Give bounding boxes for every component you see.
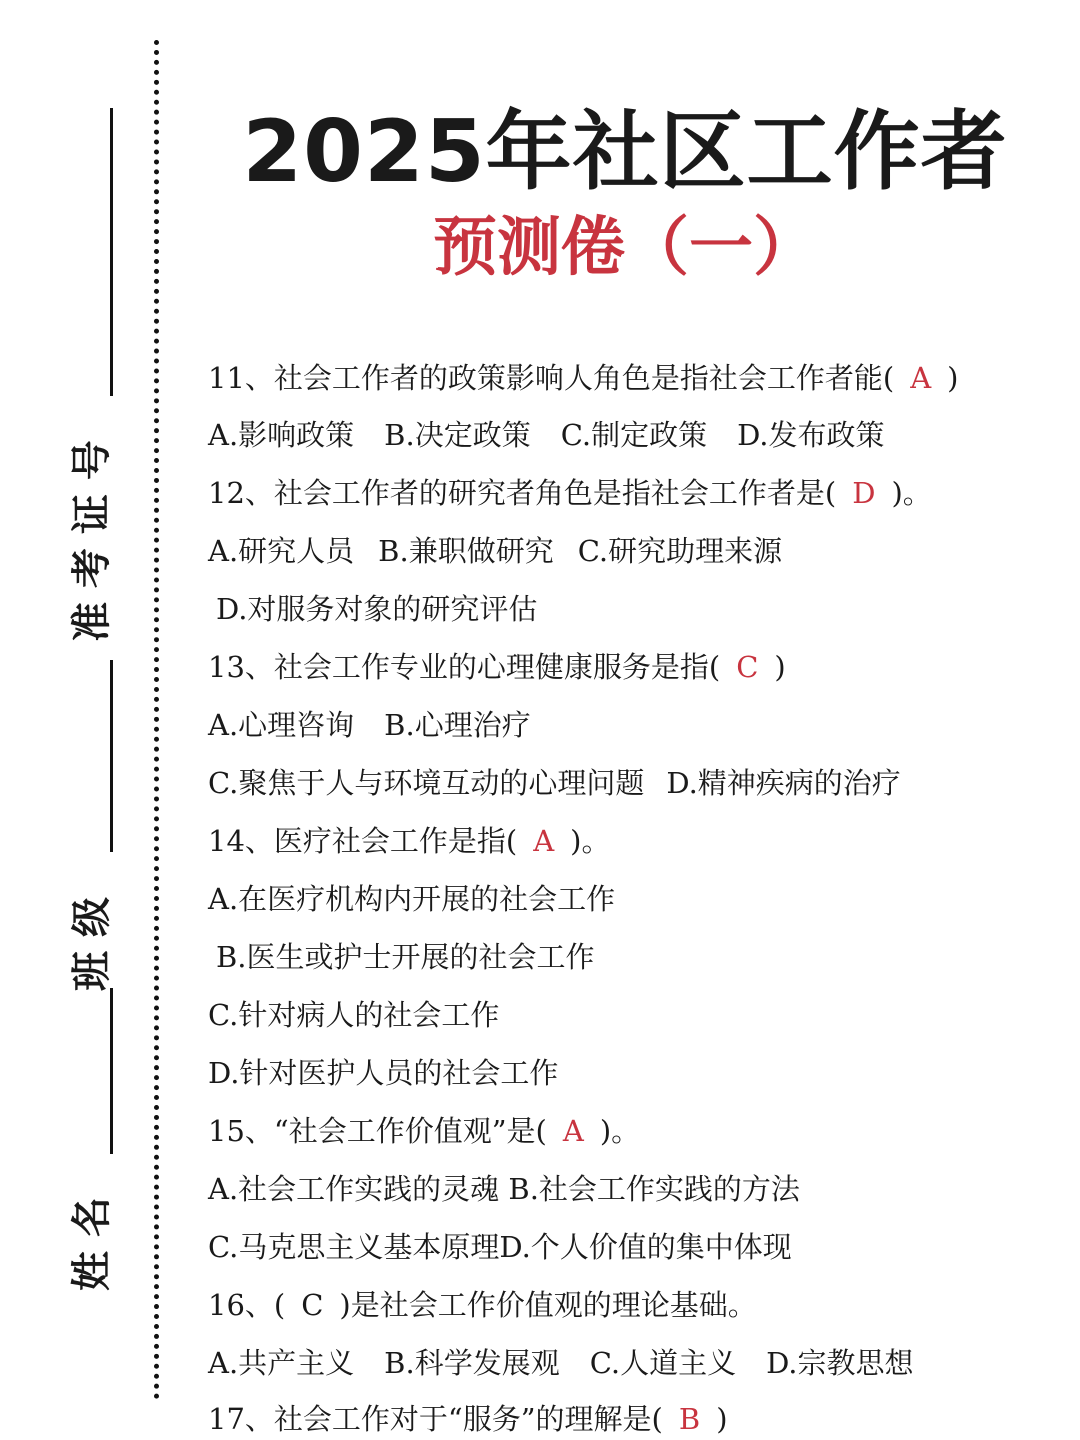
question-15 (208, 1111, 640, 1151)
exam-id-label: 准 考 证 号 (68, 440, 115, 642)
answer: A (910, 361, 932, 395)
option-c: C.制定政策 (560, 418, 708, 452)
question-stem: 11、社会工作者的政策影响人角色是指社会工作者能( (208, 361, 895, 395)
option-14-c: C.针对病人的社会工作 (208, 998, 500, 1032)
question-stem-end: )是社会工作价值观的理论基础。 (339, 1288, 757, 1322)
option-b: B.科学发展观 (384, 1346, 560, 1380)
option-b: B.心理治疗 (384, 708, 531, 742)
option-a: A.影响政策 (208, 418, 355, 452)
question-17 (208, 1399, 728, 1439)
answer: A (533, 824, 555, 858)
options-15-row2: C.马克思主义基本原理D.个人价值的集中体现 (208, 1230, 792, 1264)
option-c: C.研究助理来源 (577, 534, 783, 568)
question-stem: 13、社会工作专业的心理健康服务是指( (208, 650, 721, 684)
option-a: A.研究人员 (208, 534, 355, 568)
options-12-row1 (208, 531, 812, 571)
option-b: B.兼职做研究 (378, 534, 554, 568)
question-stem: 17、社会工作对于“服务”的理解是( (208, 1402, 663, 1436)
option-a: A.心理咨询 (208, 708, 355, 742)
name-underline (110, 988, 113, 1154)
option-14-b: B.医生或护士开展的社会工作 (216, 940, 595, 974)
question-stem-end: ) (947, 361, 959, 395)
class-underline (110, 660, 113, 852)
options-16 (208, 1343, 944, 1383)
question-stem-end: ) (716, 1402, 728, 1436)
option-d: D.宗教思想 (766, 1346, 914, 1380)
option-b: B.决定政策 (384, 418, 531, 452)
page-title: 2025年社区工作者 (242, 102, 1008, 202)
answer: B (678, 1402, 701, 1436)
question-13 (208, 647, 786, 687)
exam-id-underline (110, 108, 113, 396)
answer: D (852, 476, 876, 510)
option-14-a: A.在医疗机构内开展的社会工作 (208, 882, 616, 916)
question-14 (208, 821, 611, 861)
option-d: D.精神疾病的治疗 (666, 766, 901, 800)
question-stem-end: ) (774, 650, 786, 684)
question-11 (208, 358, 959, 398)
question-stem-end: )。 (570, 824, 611, 858)
option-14-d: D.针对医护人员的社会工作 (208, 1056, 559, 1090)
question-16 (208, 1285, 757, 1325)
options-13-row2 (208, 763, 931, 803)
option-a: A.共产主义 (208, 1346, 355, 1380)
question-stem-end: )。 (891, 476, 932, 510)
options-15-row1: A.社会工作实践的灵魂 B.社会工作实践的方法 (208, 1172, 800, 1206)
class-label: 班 级 (68, 897, 115, 991)
question-stem: 12、社会工作者的研究者角色是指社会工作者是( (208, 476, 837, 510)
name-label: 姓 名 (68, 1197, 115, 1291)
option-c: C.聚焦于人与环境互动的心理问题 (208, 766, 645, 800)
option-c: C.人道主义 (589, 1346, 737, 1380)
options-13-row1 (208, 705, 561, 745)
question-stem: 16、( (208, 1288, 286, 1322)
options-12-row2: D.对服务对象的研究评估 (216, 592, 538, 626)
option-d: D.发布政策 (737, 418, 885, 452)
answer: A (562, 1114, 584, 1148)
question-stem: 14、医疗社会工作是指( (208, 824, 518, 858)
answer: C (301, 1288, 324, 1322)
answer: C (736, 650, 759, 684)
cut-line (154, 40, 159, 1400)
question-12 (208, 473, 932, 513)
page-subtitle: 预测倦（一） (433, 210, 817, 285)
question-stem: 15、“社会工作价值观”是( (208, 1114, 547, 1148)
question-stem-end: )。 (599, 1114, 641, 1148)
options-11 (208, 415, 915, 455)
